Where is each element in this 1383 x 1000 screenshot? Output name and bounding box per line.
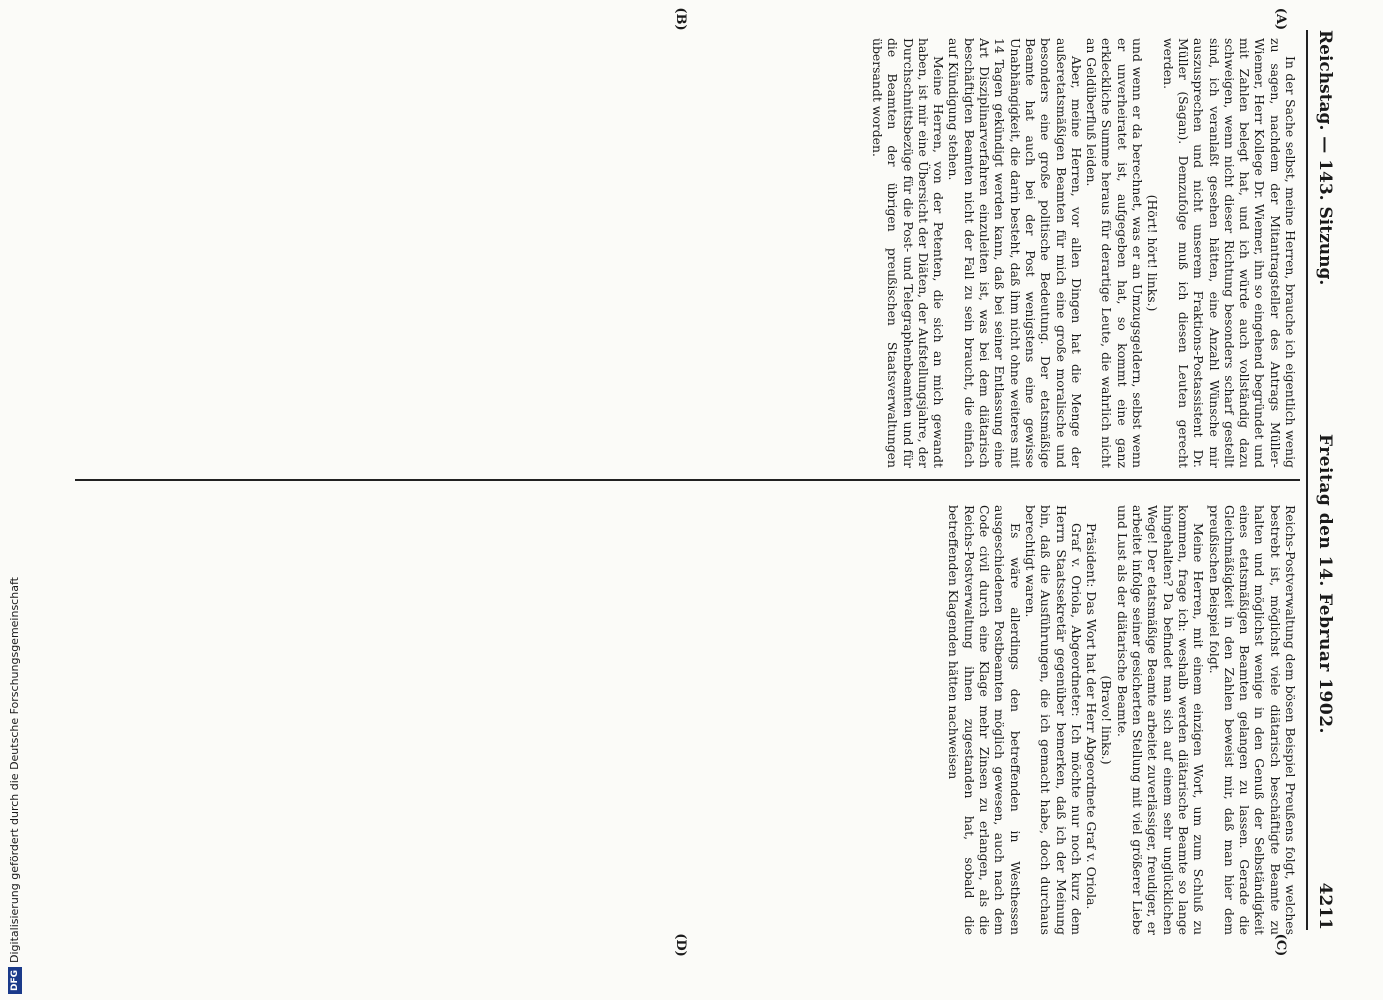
speaker-paragraph: Graf v. Oriola, Abgeordneter: Ich möchte nur noch kurz dem Herrn Staatssekretär gegenüber bemerken, daß ich der Meinung bin, daß die Ausführungen, die ich gemacht habe, doch durchaus berechtigt waren.	[1022, 505, 1084, 935]
margin-mark-c: (C)	[1273, 933, 1288, 957]
rotated-page-content	[55, 0, 1348, 960]
paragraph: Aber, meine Herren, vor allen Dingen hat die Menge der außeretatsmäßigen Beamten für mich eine große moralische und besonders eine große politische Bedeutung. Der etatsmäßige Beamte hat auch bei der Post wenigstens eine gewisse Unabhängigkeit, die darin besteht, daß ihm nicht ohne weiteres mit 14 Tagen gekündigt werden kann, daß bei seiner Entlassung eine Art Disziplinarverfahren einzuleiten ist, was bei dem diätarisch beschäftigten Beamten nicht der Fall zu sein braucht, die einfach auf Kündigung stehen.	[946, 38, 1084, 468]
paragraph: Meine Herren, von der Petenten, die sich an mich gewandt haben, ist mir eine Übersicht der Diäten, der Aufstellungsjahre, der Durchschnittsbezüge für die Post- und Telegraphenbeamten und für die Beamten der übrigen preußischen Staatsverwaltungen übersandt worden.	[869, 38, 947, 468]
interjection: (Bravo! links.)	[1099, 675, 1115, 765]
page-number: 4211	[1315, 882, 1335, 930]
paragraph: Es wäre allerdings den betreffenden in Westhessen ausgeschiedenen Postbeamten möglich gewesen, auch nach dem Code civil durch eine Klage mehr Zinsen zu erlangen, als die Reichs-Postverwaltung ihnen zugestanden hat, sobald die betreffenden Klagenden hätten nachweisen	[946, 505, 1023, 935]
header-left: Reichstag. — 143. Sitzung.	[1315, 30, 1335, 286]
column-divider	[75, 479, 1300, 481]
margin-mark-b: (B)	[673, 7, 688, 31]
speaker-paragraph: Präsident: Das Wort hat der Herr Abgeordnete Graf v. Oriola.	[1084, 523, 1100, 910]
margin-mark-a: (A)	[1273, 7, 1288, 31]
page-header	[1312, 30, 1338, 930]
right-column	[75, 505, 1298, 935]
digitization-footer	[4, 9, 34, 994]
paragraph: Meine Herren, mit einem einzigen Wort, um zum Schluß zu kommen, frage ich: weshalb werden diätarische Beamte so lange hingehalten? Da befindet man sich auf einem sehr unglücklichen Wege! Der etatsmäßige Beamte arbeitet zuverlässiger, freudiger, er arbeitet infolge seiner gesicherten Stellung mit viel größerer Liebe und Lust als der diätarische Beamte.	[1114, 505, 1207, 935]
paragraph: In der Sache selbst, meine Herren, brauche ich eigentlich wenig zu sagen, nachdem der Mitantragsteller des Antrags Müller-Wiemer, Herr Kollege Dr. Wiemer, ihn so eingehend begründet und mit Zahlen belegt hat, und ich würde auch vollständig dazu schweigen, wenn nicht dieser Richtung besonders scharf gestellt sind, ich veranlaßt gesehen hätten, eine Anzahl Wünsche mir auszusprechen und nicht unserem Fraktions-Postassistent Dr. Müller (Sagan). Demzufolge muß ich diesen Leuten gerecht werden.	[1160, 38, 1298, 468]
margin-mark-d: (D)	[673, 933, 688, 957]
header-rule	[1306, 30, 1308, 930]
paragraph: und wenn er da berechnet, was er an Umzugsgeldern, selbst wenn er unverheiratet ist, aufgegeben hat, so kommt eine ganz erkleckliche Summe heraus für derartige Leute, die wahrlich nicht an Geldüberfluß leiden.	[1084, 38, 1146, 468]
document-page	[55, 0, 1348, 960]
dfg-logo: DFG	[8, 967, 22, 994]
paragraph: Reichs-Postverwaltung dem bösen Beispiel Preußens folgt, welches bestrebt ist, möglichst viele diätarisch beschäftigte Beamte zu halten und möglichst wenige in den Genuß der Selbständigkeit eines etatsmäßigen Beamten gelangen zu lassen. Gerade die Gleichmäßigkeit in den Zahlen beweist mir, daß man hier dem preußischen Beispiel folgt.	[1206, 505, 1298, 935]
footer-text: Digitalisierung gefördert durch die Deutsche Forschungsgemeinschaft	[8, 577, 21, 963]
interjection: (Hört! hört! links.)	[1145, 194, 1161, 312]
footer-text-row	[4, 9, 26, 994]
left-column	[75, 38, 1298, 468]
header-date: Freitag den 14. Februar 1902.	[1315, 434, 1335, 734]
